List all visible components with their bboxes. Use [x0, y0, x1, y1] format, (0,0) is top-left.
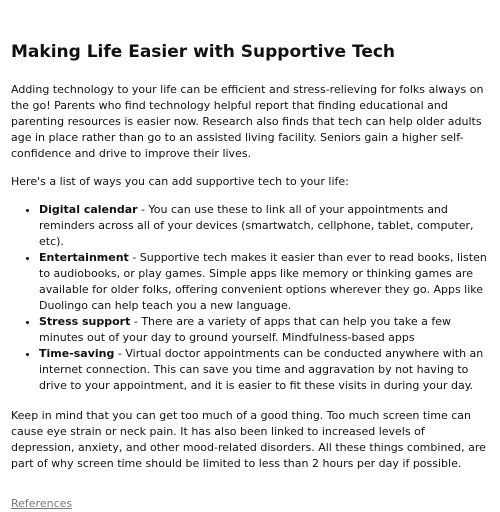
list-item — [39, 314, 490, 346]
article-title: Making Life Easier with Supportive Tech — [11, 42, 396, 62]
tech-list — [11, 202, 490, 394]
references-link[interactable]: References — [11, 497, 73, 510]
list-item-text: - Virtual doctor appointments can be conducted anywhere with an internet connection. This can save you time and aggravation by not having to drive to your appointment, and it is easier to fit these visits in during your day. — [39, 347, 484, 392]
list-item-term: Entertainment — [39, 251, 129, 264]
list-item-term: Time-saving — [39, 347, 115, 360]
intro-paragraph: Adding technology to your life can be efficient and stress-relieving for folks always on the go! Parents who find technology helpful report that finding educational and parenting resources is easier now. Research also finds that tech can help older adults age in place rather than go to an assisted living facility. Seniors gain a higher self-confidence and drive to improve their lives. — [11, 83, 484, 160]
list-item-text: - You can use these to link all of your appointments and reminders across all of your devices (smartwatch, cellphone, tablet, computer, etc). — [39, 203, 474, 248]
list-item-term: Stress support — [39, 315, 131, 328]
list-item — [39, 346, 490, 394]
list-item-term: Digital calendar — [39, 203, 138, 216]
list-item — [39, 202, 490, 250]
list-item-text: - Supportive tech makes it easier than ever to read books, listen to audiobooks, or play games. Simple apps like memory or thinking games are available for older folks, offering convenient options wherever they go. Apps like Duolingo can help teach you a new language. — [39, 251, 487, 312]
list-item-text: - There are a variety of apps that can help you take a few minutes out of your day to ground yourself. Mindfulness-based apps — [39, 315, 452, 344]
list-intro: Here's a list of ways you can add supportive tech to your life: — [11, 175, 349, 188]
list-item — [39, 250, 490, 314]
closing-paragraph: Keep in mind that you can get too much of a good thing. Too much screen time can cause eye strain or neck pain. It has also been linked to increased levels of depression, anxiety, and other mood-related disorders. All these things combined, are part of why screen time should be limited to less than 2 hours per day if possible. — [11, 409, 486, 470]
